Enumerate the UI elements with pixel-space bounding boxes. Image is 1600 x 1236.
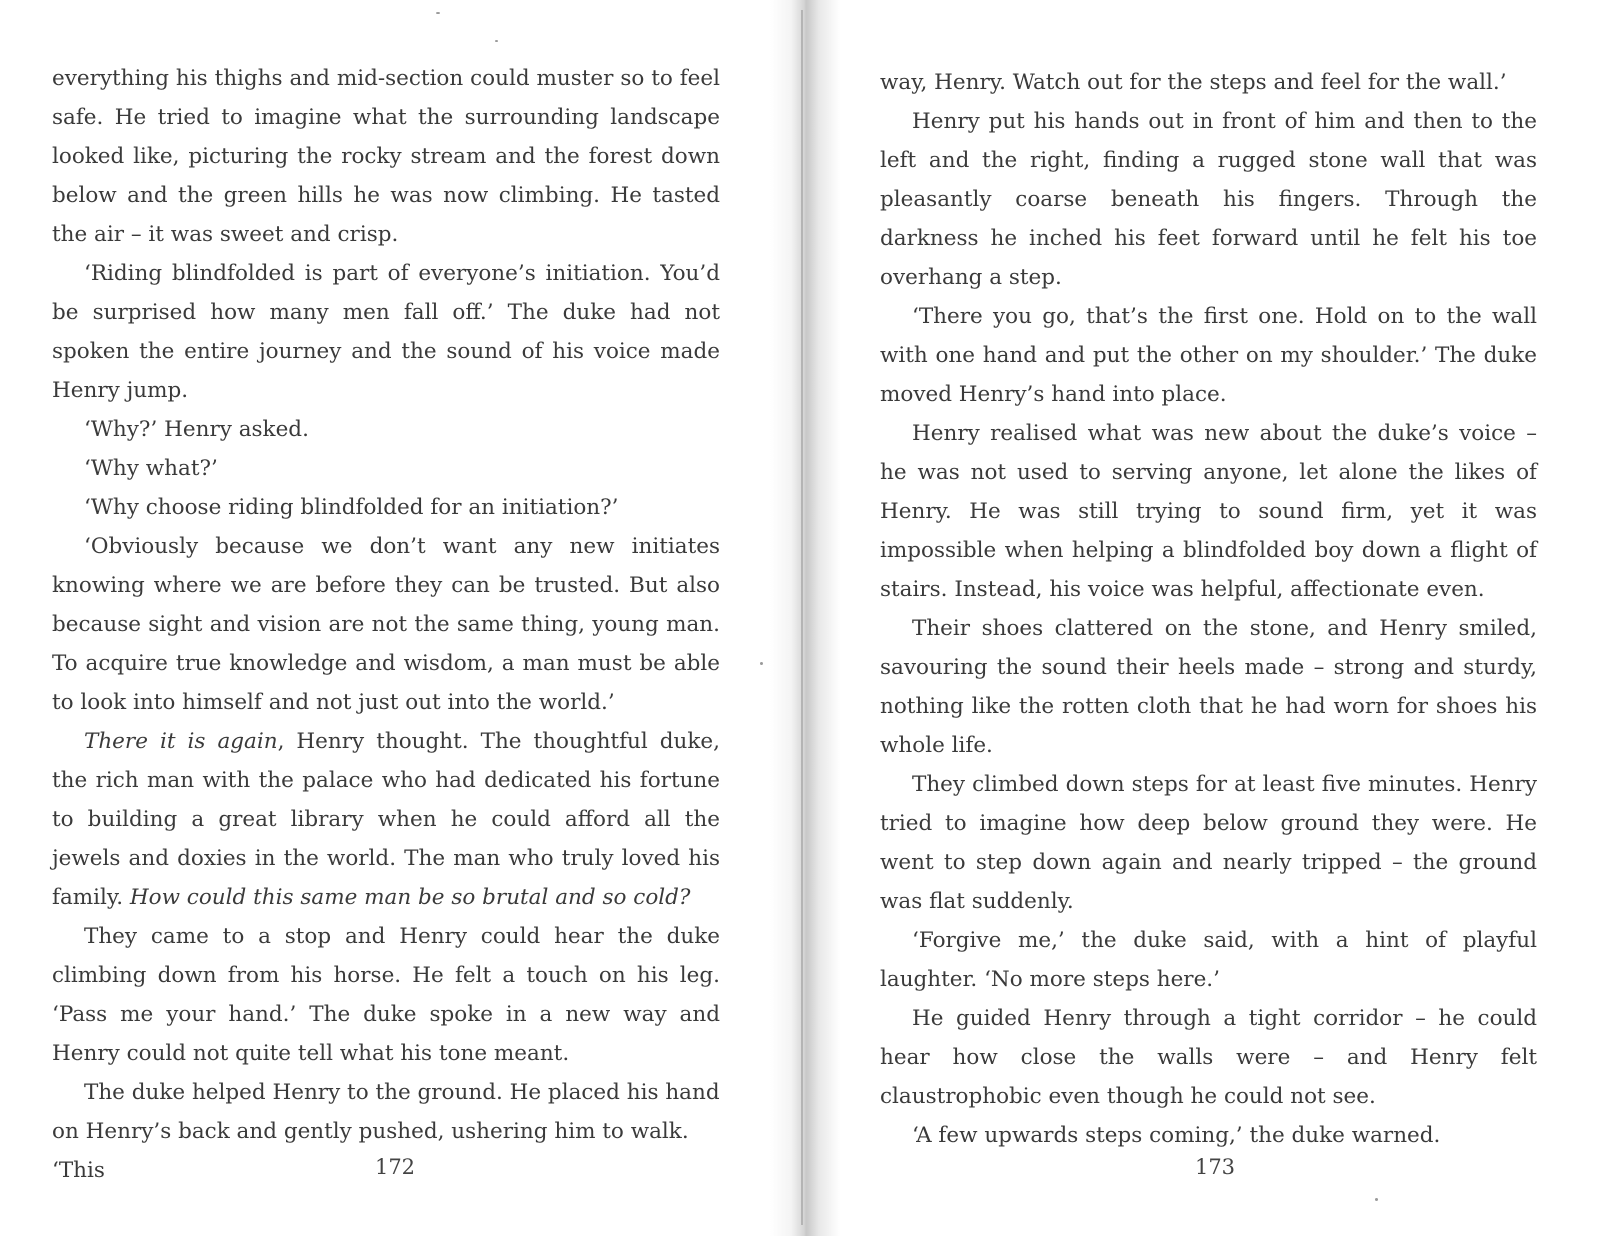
italic-thought: There it is again — [84, 729, 278, 754]
scan-speck — [495, 40, 498, 42]
paragraph — [52, 410, 720, 449]
paragraph — [880, 765, 1537, 921]
paragraph-text: ‘A few upwards steps coming,’ the duke warned. — [912, 1123, 1441, 1148]
paragraph-text: ‘Why?’ Henry asked. — [84, 417, 309, 442]
paragraph-text: They climbed down steps for at least five minutes. Henry tried to imagine how deep below ground they were. He went to step down again and nearly tripped – the ground was flat suddenly. — [880, 772, 1537, 914]
paragraph-text: ‘Why what?’ — [84, 456, 218, 481]
page-number: 173 — [1194, 1155, 1236, 1179]
paragraph-text: ‘Obviously because we don’t want any new initiates knowing where we are before they can be trusted. But also because sight and vision are not the same thing, young man. To acquire true knowledge and wisdom, a man must be able to look into himself and not just out into the world.’ — [52, 534, 720, 715]
paragraph-text: ‘Riding blindfolded is part of everyone’s initiation. You’d be surprised how many men fall off.’ The duke had not spoken the entire journey and the sound of his voice made Henry jump. — [52, 261, 720, 403]
page-number: 172 — [374, 1155, 416, 1179]
paragraph — [52, 59, 720, 254]
paragraph-text: ‘Forgive me,’ the duke said, with a hint of playful laughter. ‘No more steps here.’ — [880, 928, 1537, 992]
paragraph — [880, 414, 1537, 609]
paragraph-text: , Henry thought. The thoughtful duke, the rich man with the palace who had dedicated his fortune to building a great library when he could afford all the jewels and doxies in the world. The man who truly loved his family. — [52, 729, 720, 910]
paragraph — [880, 102, 1537, 297]
scan-speck — [1375, 1198, 1378, 1201]
paragraph — [52, 527, 720, 722]
italic-thought: How could this same man be so brutal and so cold? — [129, 885, 691, 910]
paragraph-text: The duke helped Henry to the ground. He placed his hand on Henry’s back and gently pushed, ushering him to walk. ‘This — [52, 1080, 720, 1183]
scan-speck — [436, 12, 440, 14]
scan-speck — [760, 662, 763, 665]
paragraph — [880, 999, 1537, 1116]
paragraph — [52, 449, 720, 488]
paragraph-text: They came to a stop and Henry could hear the duke climbing down from his horse. He felt a touch on his leg. ‘Pass me your hand.’ The duke spoke in a new way and Henry could not quite tell what his tone meant. — [52, 924, 720, 1066]
paragraph-text: Their shoes clattered on the stone, and Henry smiled, savouring the sound their heels made – strong and sturdy, nothing like the rotten cloth that he had worn for shoes his whole life. — [880, 616, 1537, 758]
paragraph-text: ‘There you go, that’s the first one. Hold on to the wall with one hand and put the other on my shoulder.’ The duke moved Henry’s hand into place. — [880, 304, 1537, 407]
paragraph — [52, 254, 720, 410]
paragraph-text: ‘Why choose riding blindfolded for an initiation?’ — [84, 495, 619, 520]
right-page-body — [880, 63, 1537, 1155]
paragraph-text: way, Henry. Watch out for the steps and feel for the wall.’ — [880, 70, 1507, 95]
paragraph — [880, 609, 1537, 765]
paragraph — [880, 63, 1537, 102]
paragraph — [52, 488, 720, 527]
paragraph — [880, 921, 1537, 999]
paragraph — [52, 917, 720, 1073]
paragraph-text: He guided Henry through a tight corridor – he could hear how close the walls were – and Henry felt claustrophobic even though he could not see. — [880, 1006, 1537, 1109]
paragraph — [880, 1116, 1537, 1155]
left-page-body — [52, 59, 720, 1190]
paragraph-text: Henry realised what was new about the duke’s voice – he was not used to serving anyone, let alone the likes of Henry. He was still trying to sound firm, yet it was impossible when helping a blindfolded boy down a flight of stairs. Instead, his voice was helpful, affectionate even. — [880, 421, 1537, 602]
paragraph — [52, 722, 720, 917]
paragraph — [880, 297, 1537, 414]
paragraph-text: Henry put his hands out in front of him and then to the left and the right, finding a rugged stone wall that was pleasantly coarse beneath his fingers. Through the darkness he inched his feet forward until he felt his toe overhang a step. — [880, 109, 1537, 290]
paragraph-text: everything his thighs and mid-section could muster so to feel safe. He tried to imagine what the surrounding landscape looked like, picturing the rocky stream and the forest down below and the green hills he was now climbing. He tasted the air – it was sweet and crisp. — [52, 66, 720, 247]
